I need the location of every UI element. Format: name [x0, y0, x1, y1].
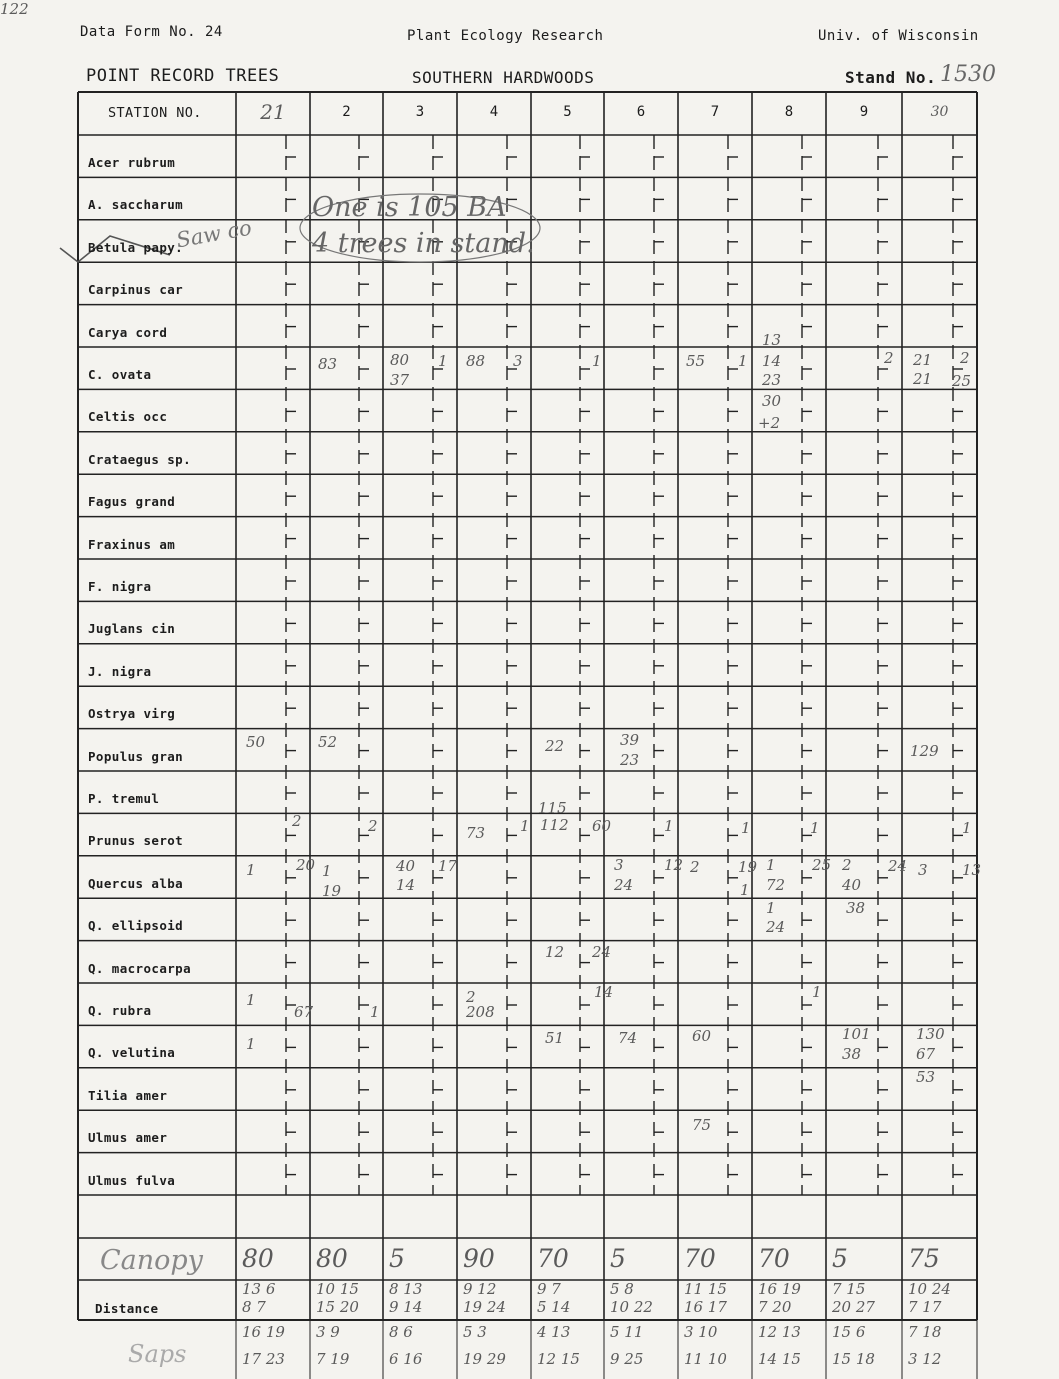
entry-value: 23 — [620, 751, 640, 769]
entry-value: 112 — [540, 816, 569, 834]
distance-value: 8 13 — [389, 1280, 423, 1298]
stand-number: 1530 — [940, 62, 996, 87]
entry-value: 75 — [692, 1116, 712, 1134]
canopy-value: 5 — [832, 1244, 848, 1273]
distance-value: 9 14 — [389, 1298, 423, 1316]
entry-value: 21 — [913, 370, 933, 388]
entry-value: 1 — [592, 352, 602, 370]
saps-label: Saps — [128, 1340, 187, 1368]
species-row-label: A. saccharum — [88, 197, 184, 213]
saps-value: 7 18 — [908, 1323, 942, 1341]
saps-value: 4 13 — [537, 1323, 571, 1341]
species-row-label: Ulmus fulva — [88, 1172, 176, 1188]
entry-value: 115 — [538, 799, 567, 817]
distance-value: 11 15 — [684, 1280, 727, 1298]
species-row-label: Ostrya virg — [88, 706, 176, 722]
saps-value: 7 19 — [316, 1350, 350, 1368]
distance-value: 8 7 — [242, 1298, 266, 1316]
entry-value: 25 — [952, 372, 972, 390]
saps-value: 17 23 — [242, 1350, 285, 1368]
saps-value: 14 15 — [758, 1350, 801, 1368]
entry-value: 13 — [762, 331, 782, 349]
distance-value: 16 17 — [684, 1298, 727, 1316]
canopy-label: Canopy — [100, 1245, 203, 1276]
entry-value: 83 — [318, 355, 338, 373]
entry-value: 1 — [246, 1035, 256, 1053]
entry-value: +2 — [758, 414, 781, 432]
canopy-value: 70 — [758, 1244, 790, 1273]
entry-value: 2 — [690, 858, 700, 876]
station-1: 21 — [260, 100, 286, 124]
entry-value: 20 — [296, 856, 316, 874]
entry-value: 14 — [594, 983, 614, 1001]
entry-value: 3 — [614, 856, 624, 874]
species-row-label: Ulmus amer — [88, 1130, 168, 1146]
distance-value: 5 8 — [610, 1280, 634, 1298]
entry-value: 74 — [618, 1029, 638, 1047]
species-row-label: Juglans cin — [88, 621, 176, 637]
entry-value: 2 — [292, 812, 302, 830]
distance-label: Distance — [95, 1301, 159, 1316]
entry-value: 208 — [466, 1003, 495, 1021]
species-row-label: Carpinus car — [88, 282, 184, 298]
saps-value: 8 6 — [389, 1323, 413, 1341]
entry-value: 2 — [368, 817, 378, 835]
saps-value: 19 29 — [463, 1350, 506, 1368]
species-row-label: Betula papy. — [88, 239, 184, 255]
distance-value: 10 15 — [316, 1280, 359, 1298]
saps-value: 5 3 — [463, 1323, 487, 1341]
entry-value: 39 — [620, 731, 640, 749]
note-saw: Saw co — [174, 215, 254, 253]
organization: Plant Ecology Research — [407, 28, 604, 44]
note-line1: One is 105 BA — [312, 192, 507, 223]
species-row-label: Q. ellipsoid — [88, 918, 184, 934]
entry-value: 52 — [318, 733, 338, 751]
entry-value: 1 — [520, 817, 530, 835]
distance-value: 7 20 — [758, 1298, 792, 1316]
entry-value: 17 — [438, 857, 458, 875]
entry-value: 72 — [766, 876, 786, 894]
entry-value: 1 — [322, 862, 332, 880]
entry-value: 55 — [686, 352, 706, 370]
saps-value: 15 6 — [832, 1323, 866, 1341]
entry-value: 19 — [322, 882, 342, 900]
entry-value: 122 — [0, 0, 29, 18]
entry-value: 19 — [738, 858, 758, 876]
entry-value: 2 — [466, 988, 476, 1006]
distance-value: 9 7 — [537, 1280, 561, 1298]
entry-value: 13 — [962, 861, 982, 879]
entry-value: 51 — [545, 1029, 565, 1047]
entry-value: 1 — [438, 352, 448, 370]
entry-value: 24 — [766, 918, 786, 936]
species-row-label: Fraxinus am — [88, 536, 176, 552]
distance-value: 15 20 — [316, 1298, 359, 1316]
station-9: 9 — [859, 104, 869, 120]
entry-value: 40 — [842, 876, 862, 894]
station-2: 2 — [342, 104, 351, 120]
entry-value: 1 — [246, 991, 256, 1009]
entry-value: 3 — [918, 861, 928, 879]
entry-value: 1 — [664, 817, 674, 835]
entry-value: 1 — [738, 352, 748, 370]
entry-value: 38 — [846, 899, 866, 917]
species-row-label: C. ovata — [88, 367, 152, 382]
entry-value: 30 — [762, 392, 782, 410]
entry-value: 60 — [592, 817, 612, 835]
canopy-value: 90 — [463, 1244, 495, 1273]
entry-value: 130 — [916, 1025, 945, 1043]
station-4: 4 — [489, 104, 499, 120]
distance-value: 13 6 — [242, 1280, 276, 1298]
saps-value: 12 13 — [758, 1323, 801, 1341]
entry-value: 1 — [812, 983, 822, 1001]
entry-value: 1 — [741, 819, 751, 837]
station-10: 30 — [930, 104, 949, 120]
species-row-label: P. tremul — [88, 791, 160, 806]
entry-value: 23 — [762, 371, 782, 389]
entry-value: 24 — [592, 943, 612, 961]
saps-value: 3 10 — [684, 1323, 718, 1341]
saps-value: 9 25 — [610, 1350, 644, 1368]
entry-value: 24 — [888, 857, 908, 875]
entry-value: 40 — [396, 857, 416, 875]
distance-value: 16 19 — [758, 1280, 801, 1298]
saps-value: 3 12 — [908, 1350, 942, 1368]
distance-value: 10 22 — [610, 1298, 653, 1316]
entry-value: 2 — [960, 349, 970, 367]
entry-value: 12 — [664, 856, 684, 874]
species-row-label: Q. velutina — [88, 1045, 176, 1061]
entry-value: 67 — [916, 1045, 936, 1063]
entry-value: 14 — [762, 352, 782, 370]
entry-value: 21 — [913, 351, 933, 369]
entry-value: 88 — [466, 352, 486, 370]
species-row-label: Carya cord — [88, 324, 168, 340]
species-row-label: Q. macrocarpa — [88, 960, 192, 976]
distance-value: 7 17 — [908, 1298, 942, 1316]
species-row-label: F. nigra — [88, 579, 152, 594]
distance-value: 7 15 — [832, 1280, 866, 1298]
university: Univ. of Wisconsin — [818, 28, 979, 44]
entry-value: 101 — [842, 1025, 871, 1043]
entry-value: 1 — [962, 819, 972, 837]
saps-value: 5 11 — [610, 1323, 644, 1341]
distance-value: 20 27 — [832, 1298, 875, 1316]
entry-value: 73 — [466, 824, 486, 842]
station-6: 6 — [636, 104, 646, 120]
canopy-value: 75 — [908, 1244, 940, 1273]
saps-value: 12 15 — [537, 1350, 580, 1368]
stand-label: Stand No. — [845, 68, 937, 87]
entry-value: 38 — [842, 1045, 862, 1063]
canopy-value: 70 — [684, 1244, 716, 1273]
entry-value: 1 — [766, 856, 776, 874]
entry-value: 14 — [396, 876, 416, 894]
species-row-label: Acer rubrum — [88, 155, 176, 170]
saps-value: 3 9 — [316, 1323, 340, 1341]
form-number: Data Form No. 24 — [80, 24, 223, 40]
entry-value: 53 — [916, 1068, 936, 1086]
form-subtitle: SOUTHERN HARDWOODS — [412, 68, 595, 87]
form-title: POINT RECORD TREES — [86, 66, 280, 86]
saps-value: 6 16 — [389, 1350, 423, 1368]
species-row-label: Populus gran — [88, 748, 184, 764]
entry-value: 3 — [513, 352, 523, 370]
canopy-value: 80 — [316, 1244, 348, 1273]
station-3: 3 — [415, 104, 425, 120]
canopy-value: 70 — [537, 1244, 569, 1273]
entry-value: 80 — [390, 351, 410, 369]
saps-value: 16 19 — [242, 1323, 285, 1341]
distance-value: 9 12 — [463, 1280, 497, 1298]
entry-value: 2 — [884, 349, 894, 367]
entry-value: 67 — [294, 1003, 314, 1021]
entry-value: 1 — [370, 1003, 380, 1021]
species-row-label: Q. rubra — [88, 1003, 152, 1018]
entry-value: 22 — [545, 737, 565, 755]
saps-value: 15 18 — [832, 1350, 875, 1368]
entry-value: 1 — [740, 881, 750, 899]
species-row-label: Prunus serot — [88, 833, 184, 849]
station-8: 8 — [784, 104, 794, 120]
species-row-label: Celtis occ — [88, 409, 168, 425]
distance-value: 19 24 — [463, 1298, 506, 1316]
entry-value: 37 — [390, 371, 410, 389]
species-row-label: Fagus grand — [88, 494, 176, 510]
species-row-label: J. nigra — [88, 663, 152, 679]
canopy-value: 5 — [610, 1244, 626, 1273]
entry-value: 129 — [910, 742, 939, 760]
entry-value: 24 — [614, 876, 634, 894]
entry-value: 2 — [842, 856, 852, 874]
station-7: 7 — [710, 104, 720, 120]
entry-value: 1 — [766, 899, 776, 917]
station-header-label: STATION NO. — [108, 105, 202, 121]
note-line2: 4 trees in stand. — [312, 228, 535, 259]
station-5: 5 — [563, 104, 572, 120]
canopy-value: 80 — [242, 1244, 274, 1273]
canopy-value: 5 — [389, 1244, 405, 1273]
entry-value: 25 — [812, 856, 832, 874]
entry-value: 12 — [545, 943, 565, 961]
entry-value: 1 — [246, 861, 256, 879]
entry-value: 50 — [246, 733, 266, 751]
entry-value: 1 — [810, 819, 820, 837]
entry-value: 60 — [692, 1027, 712, 1045]
distance-value: 10 24 — [908, 1280, 951, 1298]
species-row-label: Crataegus sp. — [88, 451, 192, 467]
species-row-label: Quercus alba — [88, 875, 184, 891]
species-row-label: Tilia amer — [88, 1087, 168, 1103]
distance-value: 5 14 — [537, 1298, 571, 1316]
saps-value: 11 10 — [684, 1350, 727, 1368]
